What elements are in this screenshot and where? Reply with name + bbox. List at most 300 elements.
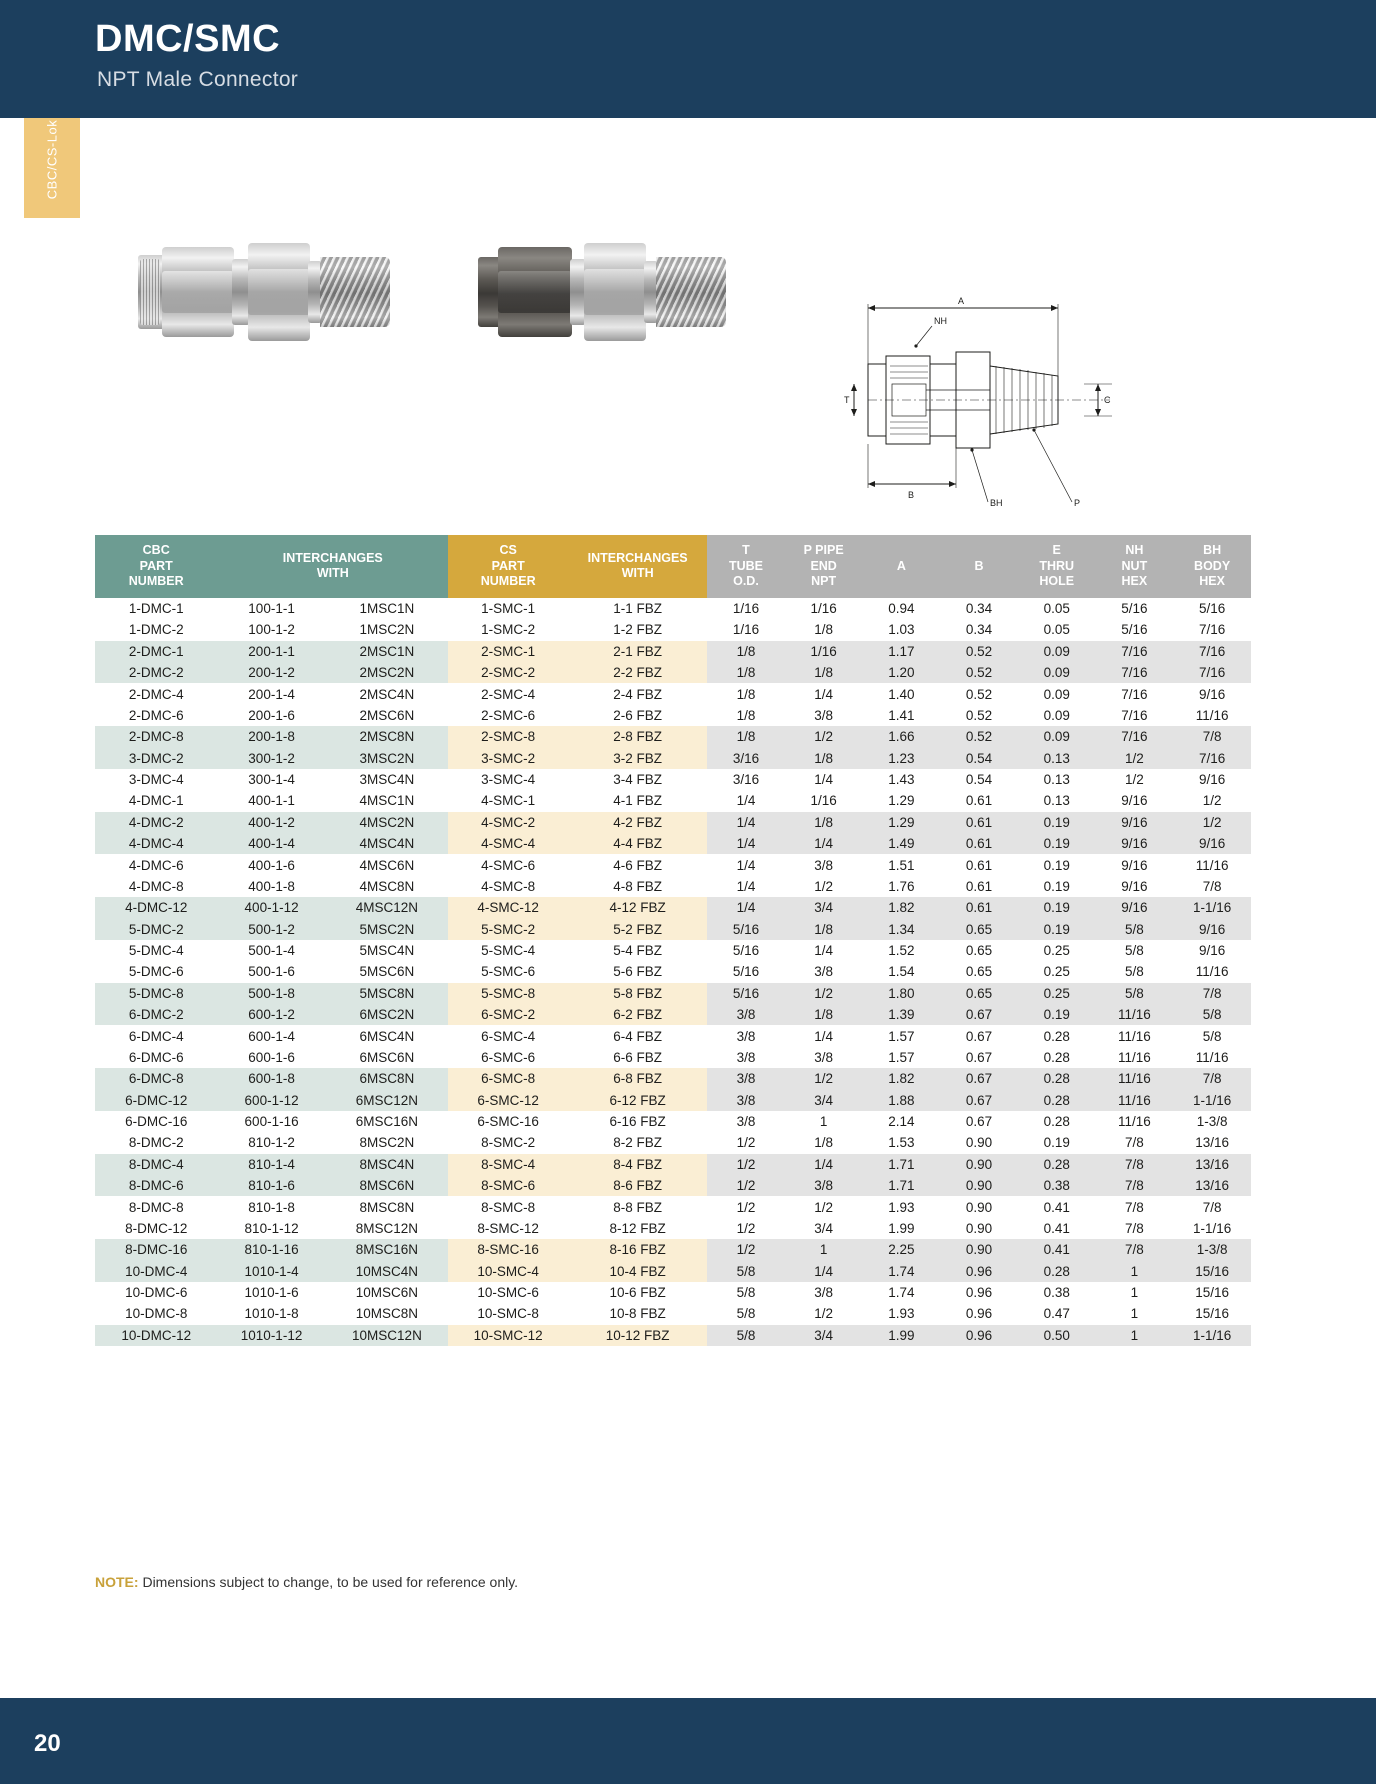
cell-nut-hex: 9/16	[1096, 812, 1174, 833]
cell-cbc-part-number: 2-DMC-2	[95, 662, 217, 683]
cell-cbc-part-number: 4-DMC-6	[95, 854, 217, 875]
cell-pipe-end-npt: 1/2	[814, 1306, 834, 1322]
cell-interchange-2: 10MSC6N	[326, 1282, 448, 1303]
cell-dim-a: 1.71	[862, 1154, 940, 1175]
cell-interchange-2: 4MSC8N	[326, 876, 448, 897]
cell-nut-hex: 1	[1096, 1261, 1174, 1282]
cell-cbc-part-number: 2-DMC-8	[95, 726, 217, 747]
cell-interchange-3: 5-6 FBZ	[568, 961, 707, 982]
cell-pipe-end-npt: 1/4	[785, 1261, 863, 1282]
cell-pipe-end-npt: 1/8	[814, 622, 834, 638]
cell-pipe-end-npt: 3/4	[785, 1090, 863, 1111]
cell-pipe-end-npt: 1/4	[814, 1028, 834, 1044]
cell-cs-part-number: 8-SMC-2	[448, 1132, 568, 1153]
cell-dim-a: 1.82	[862, 1068, 940, 1089]
cell-dim-b: 0.65	[940, 919, 1018, 940]
table-row	[95, 1282, 1251, 1303]
cell-thru-hole: 0.38	[1018, 1175, 1096, 1196]
cell-interchange-2: 2MSC2N	[326, 662, 448, 683]
cell-nut-hex: 7/8	[1125, 1220, 1144, 1236]
cell-dim-b: 0.90	[940, 1154, 1018, 1175]
cell-cs-part-number: 10-SMC-8	[448, 1303, 568, 1324]
cell-cbc-part-number: 5-DMC-4	[95, 940, 217, 961]
cell-dim-a: 1.82	[862, 897, 940, 918]
cell-cs-part-number: 2-SMC-1	[448, 641, 568, 662]
cell-body-hex: 13/16	[1173, 1154, 1251, 1175]
cell-dim-b: 0.61	[965, 878, 993, 894]
cell-nut-hex: 7/8	[1096, 1239, 1174, 1260]
cell-cs-part-number: 6-SMC-6	[448, 1047, 568, 1068]
cell-body-hex: 1-3/8	[1196, 1114, 1228, 1130]
header-interchanges-with-cbc: INTERCHANGES WITH	[217, 535, 448, 598]
cell-body-hex: 15/16	[1195, 1285, 1230, 1301]
cell-pipe-end-npt: 1/2	[814, 878, 834, 894]
cell-interchange-2: 8MSC16N	[326, 1239, 448, 1260]
cell-cs-part-number: 8-SMC-6	[448, 1175, 568, 1196]
cell-cs-part-number: 8-SMC-4	[448, 1154, 568, 1175]
svg-text:A: A	[958, 296, 965, 306]
cell-dim-a: 1.80	[862, 983, 940, 1004]
section-tab-label: CBC/CS-Lok	[44, 119, 60, 200]
cell-interchange-1: 810-1-8	[217, 1196, 325, 1217]
cell-thru-hole: 0.25	[1043, 964, 1070, 980]
cell-dim-a: 1.49	[862, 833, 940, 854]
header-pipe-end-npt: P PIPE END NPT	[785, 535, 863, 598]
cell-tube-od: 1/4	[736, 878, 756, 894]
cell-cs-part-number: 1-SMC-2	[448, 619, 568, 640]
cell-interchange-2: 5MSC2N	[326, 919, 448, 940]
header-cs-part-number: CS PART NUMBER	[448, 535, 568, 598]
cell-tube-od: 5/16	[732, 943, 760, 959]
cell-thru-hole: 0.05	[1043, 601, 1070, 617]
cell-thru-hole: 0.09	[1043, 707, 1070, 723]
cell-tube-od: 1/2	[707, 1175, 785, 1196]
cell-interchange-3: 1-1 FBZ	[568, 598, 707, 619]
cell-dim-a: 1.53	[888, 1135, 915, 1151]
technical-drawing	[820, 280, 1140, 545]
cell-interchange-1: 100-1-1	[217, 598, 325, 619]
cell-pipe-end-npt: 3/8	[814, 707, 834, 723]
cell-body-hex: 9/16	[1198, 943, 1226, 959]
cell-tube-od: 3/16	[707, 748, 785, 769]
table-row	[95, 1068, 1251, 1089]
cell-nut-hex: 5/8	[1125, 943, 1144, 959]
cell-interchange-3: 4-2 FBZ	[568, 812, 707, 833]
cell-body-hex: 13/16	[1173, 1175, 1251, 1196]
cell-cbc-part-number: 8-DMC-6	[95, 1175, 217, 1196]
cell-tube-od: 1/8	[736, 707, 756, 723]
table-row	[95, 1303, 1251, 1324]
cell-thru-hole: 0.25	[1043, 943, 1070, 959]
cell-interchange-1: 600-1-12	[217, 1090, 325, 1111]
cell-cs-part-number: 4-SMC-4	[448, 833, 568, 854]
cell-dim-b: 0.67	[940, 1068, 1018, 1089]
cell-dim-b: 0.96	[940, 1325, 1018, 1346]
cell-dim-b: 0.61	[940, 812, 1018, 833]
cell-interchange-3: 2-6 FBZ	[568, 705, 707, 726]
cell-interchange-3: 8-4 FBZ	[568, 1154, 707, 1175]
cell-body-hex: 7/8	[1202, 1199, 1222, 1215]
table-row	[95, 1218, 1251, 1239]
header-thru-hole: E THRU HOLE	[1018, 535, 1096, 598]
cell-interchange-2: 1MSC2N	[326, 619, 448, 640]
cell-dim-b: 0.52	[940, 662, 1018, 683]
cell-nut-hex: 7/16	[1096, 726, 1174, 747]
cell-cs-part-number: 5-SMC-4	[448, 940, 568, 961]
cell-nut-hex: 11/16	[1096, 1090, 1174, 1111]
cell-thru-hole: 0.38	[1043, 1285, 1070, 1301]
cell-interchange-1: 200-1-2	[217, 662, 325, 683]
cell-cbc-part-number: 8-DMC-8	[95, 1196, 217, 1217]
table-row	[95, 812, 1251, 833]
cell-thru-hole: 0.19	[1018, 812, 1096, 833]
cell-body-hex: 9/16	[1173, 919, 1251, 940]
cell-tube-od: 3/16	[732, 772, 760, 788]
cell-pipe-end-npt: 1/4	[814, 943, 834, 959]
cell-interchange-1: 200-1-1	[217, 641, 325, 662]
cell-cbc-part-number: 4-DMC-1	[95, 790, 217, 811]
cell-dim-a: 1.74	[862, 1261, 940, 1282]
cell-dim-b: 0.67	[940, 1090, 1018, 1111]
cell-tube-od: 1/8	[707, 641, 785, 662]
table-row	[95, 854, 1251, 875]
cell-body-hex: 1-3/8	[1173, 1239, 1251, 1260]
cell-interchange-1: 400-1-6	[217, 854, 325, 875]
footnote	[95, 1574, 518, 1590]
cell-cs-part-number: 6-SMC-16	[448, 1111, 568, 1132]
cell-interchange-2: 10MSC8N	[326, 1303, 448, 1324]
cell-interchange-1: 300-1-2	[217, 748, 325, 769]
cell-interchange-2: 4MSC12N	[326, 897, 448, 918]
cell-nut-hex: 7/16	[1121, 686, 1148, 702]
cell-tube-od: 1/8	[707, 726, 785, 747]
cell-dim-b: 0.54	[965, 772, 993, 788]
cell-pipe-end-npt: 3/8	[814, 857, 834, 873]
cell-interchange-2: 5MSC6N	[326, 961, 448, 982]
table-row	[95, 1175, 1251, 1196]
cell-nut-hex: 9/16	[1096, 833, 1174, 854]
cell-body-hex: 1-1/16	[1173, 1090, 1251, 1111]
cell-interchange-3: 6-6 FBZ	[568, 1047, 707, 1068]
cell-nut-hex: 1	[1096, 1325, 1174, 1346]
cell-dim-a: 0.94	[888, 601, 915, 617]
cell-pipe-end-npt: 3/8	[814, 964, 834, 980]
cell-interchange-3: 8-8 FBZ	[568, 1196, 707, 1217]
cell-dim-b: 0.34	[965, 622, 993, 638]
header-dim-b: B	[940, 535, 1018, 598]
cell-nut-hex: 9/16	[1096, 897, 1174, 918]
table-header-row	[95, 535, 1251, 598]
cell-cs-part-number: 10-SMC-6	[448, 1282, 568, 1303]
cell-interchange-3: 8-2 FBZ	[568, 1132, 707, 1153]
cell-body-hex: 7/16	[1173, 662, 1251, 683]
cell-interchange-2: 5MSC4N	[326, 940, 448, 961]
cell-interchange-1: 600-1-2	[217, 1004, 325, 1025]
cell-cbc-part-number: 6-DMC-16	[95, 1111, 217, 1132]
cell-pipe-end-npt: 1/4	[814, 772, 834, 788]
svg-text:BH: BH	[990, 498, 1003, 508]
cell-interchange-2: 6MSC6N	[326, 1047, 448, 1068]
cell-interchange-1: 810-1-2	[217, 1132, 325, 1153]
cell-dim-b: 0.61	[965, 793, 993, 809]
cell-thru-hole: 0.28	[1043, 1114, 1070, 1130]
cell-pipe-end-npt: 1/2	[785, 726, 863, 747]
cell-cs-part-number: 10-SMC-12	[448, 1325, 568, 1346]
cell-thru-hole: 0.09	[1018, 662, 1096, 683]
page-number: 20	[34, 1730, 61, 1757]
cell-nut-hex: 7/8	[1125, 1135, 1144, 1151]
cell-thru-hole: 0.28	[1018, 1154, 1096, 1175]
cell-pipe-end-npt: 1/16	[785, 641, 863, 662]
cell-pipe-end-npt: 1/8	[814, 1135, 834, 1151]
cell-interchange-1: 200-1-8	[217, 726, 325, 747]
cell-interchange-1: 400-1-4	[217, 833, 325, 854]
cell-body-hex: 7/8	[1173, 1068, 1251, 1089]
cell-dim-b: 0.61	[940, 833, 1018, 854]
cell-nut-hex: 1/2	[1096, 748, 1174, 769]
cell-interchange-2: 5MSC8N	[326, 983, 448, 1004]
cell-cbc-part-number: 10-DMC-6	[95, 1282, 217, 1303]
cell-cs-part-number: 4-SMC-8	[448, 876, 568, 897]
cell-dim-a: 1.29	[888, 793, 915, 809]
cell-thru-hole: 0.50	[1018, 1325, 1096, 1346]
cell-cbc-part-number: 6-DMC-4	[95, 1025, 217, 1046]
cell-interchange-1: 1010-1-6	[217, 1282, 325, 1303]
cell-cs-part-number: 4-SMC-1	[448, 790, 568, 811]
cell-interchange-3: 5-4 FBZ	[568, 940, 707, 961]
cell-nut-hex: 5/8	[1096, 919, 1174, 940]
cell-pipe-end-npt: 1/8	[785, 1004, 863, 1025]
cell-cbc-part-number: 2-DMC-1	[95, 641, 217, 662]
cell-thru-hole: 0.28	[1018, 1068, 1096, 1089]
table-row	[95, 748, 1251, 769]
cell-interchange-1: 810-1-12	[217, 1218, 325, 1239]
cell-cs-part-number: 8-SMC-16	[448, 1239, 568, 1260]
cell-thru-hole: 0.05	[1043, 622, 1070, 638]
cell-interchange-3: 2-4 FBZ	[568, 683, 707, 704]
cell-body-hex: 15/16	[1173, 1261, 1251, 1282]
cell-body-hex: 11/16	[1195, 857, 1229, 873]
cell-tube-od: 5/8	[707, 1325, 785, 1346]
cell-tube-od: 1/8	[707, 662, 785, 683]
cell-dim-b: 0.90	[940, 1239, 1018, 1260]
cell-tube-od: 5/8	[736, 1285, 756, 1301]
cell-pipe-end-npt: 3/4	[785, 1325, 863, 1346]
cell-tube-od: 1/2	[707, 1154, 785, 1175]
cell-nut-hex: 11/16	[1118, 1114, 1151, 1130]
cell-pipe-end-npt: 1/2	[785, 1068, 863, 1089]
cell-tube-od: 3/8	[736, 1028, 756, 1044]
table-row	[95, 790, 1251, 811]
cell-thru-hole: 0.28	[1018, 1261, 1096, 1282]
cell-pipe-end-npt: 1	[819, 1114, 828, 1130]
cell-cbc-part-number: 1-DMC-1	[95, 598, 217, 619]
cell-tube-od: 1/2	[736, 1135, 756, 1151]
cell-cbc-part-number: 8-DMC-2	[95, 1132, 217, 1153]
cell-nut-hex: 1/2	[1125, 772, 1144, 788]
cell-nut-hex: 7/8	[1096, 1175, 1174, 1196]
cell-thru-hole: 0.19	[1043, 1135, 1070, 1151]
cell-cs-part-number: 2-SMC-8	[448, 726, 568, 747]
cell-tube-od: 1/16	[732, 601, 760, 617]
cell-interchange-3: 2-8 FBZ	[568, 726, 707, 747]
cell-nut-hex: 11/16	[1118, 1028, 1151, 1044]
table-row	[95, 876, 1251, 897]
cell-nut-hex: 9/16	[1121, 857, 1148, 873]
cell-body-hex: 1/2	[1202, 793, 1222, 809]
cell-tube-od: 1/2	[707, 1239, 785, 1260]
cell-interchange-1: 400-1-2	[217, 812, 325, 833]
cell-dim-a: 1.17	[862, 641, 940, 662]
cell-dim-b: 0.65	[965, 964, 993, 980]
cell-cs-part-number: 1-SMC-1	[448, 598, 568, 619]
cell-dim-b: 0.54	[940, 748, 1018, 769]
cell-dim-a: 1.41	[888, 707, 915, 723]
cell-interchange-2: 8MSC4N	[326, 1154, 448, 1175]
cell-dim-b: 0.90	[965, 1135, 993, 1151]
cell-interchange-2: 10MSC12N	[326, 1325, 448, 1346]
cell-interchange-3: 4-6 FBZ	[568, 854, 707, 875]
cell-interchange-3: 10-8 FBZ	[568, 1303, 707, 1324]
svg-text:NH: NH	[934, 316, 947, 326]
table-row	[95, 897, 1251, 918]
cell-thru-hole: 0.19	[1018, 1004, 1096, 1025]
cell-interchange-1: 400-1-1	[217, 790, 325, 811]
cell-interchange-2: 10MSC4N	[326, 1261, 448, 1282]
cell-thru-hole: 0.41	[1043, 1199, 1070, 1215]
cell-nut-hex: 7/16	[1096, 641, 1174, 662]
cell-tube-od: 1/4	[707, 833, 785, 854]
cell-dim-a: 1.54	[888, 964, 915, 980]
svg-text:T: T	[844, 395, 850, 405]
cell-interchange-3: 10-4 FBZ	[568, 1261, 707, 1282]
cell-body-hex: 1-1/16	[1192, 1220, 1232, 1236]
cell-nut-hex: 7/16	[1096, 662, 1174, 683]
cell-interchange-3: 10-12 FBZ	[568, 1325, 707, 1346]
table-row	[95, 940, 1251, 961]
cell-dim-a: 1.23	[862, 748, 940, 769]
cell-dim-b: 0.90	[965, 1199, 993, 1215]
cell-cs-part-number: 4-SMC-2	[448, 812, 568, 833]
cell-cs-part-number: 6-SMC-8	[448, 1068, 568, 1089]
cell-dim-a: 1.43	[888, 772, 915, 788]
cell-dim-b: 0.34	[965, 601, 993, 617]
cell-nut-hex: 5/16	[1121, 601, 1148, 617]
header-interchanges-with-cs: INTERCHANGES WITH	[568, 535, 707, 598]
cell-thru-hole: 0.13	[1043, 772, 1070, 788]
cell-dim-b: 0.67	[965, 1028, 993, 1044]
table-row	[95, 769, 1251, 790]
cell-interchange-1: 810-1-4	[217, 1154, 325, 1175]
cell-interchange-3: 5-8 FBZ	[568, 983, 707, 1004]
cell-cs-part-number: 2-SMC-6	[448, 705, 568, 726]
cell-interchange-3: 8-6 FBZ	[568, 1175, 707, 1196]
cell-cbc-part-number: 8-DMC-16	[95, 1239, 217, 1260]
page-subtitle: NPT Male Connector	[97, 68, 299, 91]
cell-tube-od: 1/2	[736, 1220, 756, 1236]
cell-body-hex: 7/8	[1173, 983, 1251, 1004]
cell-dim-a: 2.25	[862, 1239, 940, 1260]
cell-thru-hole: 0.41	[1018, 1239, 1096, 1260]
cell-cbc-part-number: 6-DMC-8	[95, 1068, 217, 1089]
cell-cbc-part-number: 6-DMC-6	[95, 1047, 217, 1068]
cell-tube-od: 5/16	[707, 919, 785, 940]
cell-dim-a: 1.99	[862, 1325, 940, 1346]
cell-body-hex: 7/8	[1173, 726, 1251, 747]
cell-body-hex: 9/16	[1173, 833, 1251, 854]
cell-pipe-end-npt: 1/4	[785, 833, 863, 854]
cell-dim-a: 1.88	[862, 1090, 940, 1111]
cell-interchange-3: 4-4 FBZ	[568, 833, 707, 854]
cell-dim-b: 0.67	[965, 1114, 993, 1130]
cell-interchange-3: 10-6 FBZ	[568, 1282, 707, 1303]
cell-cbc-part-number: 4-DMC-4	[95, 833, 217, 854]
cell-thru-hole: 0.19	[1018, 833, 1096, 854]
cell-nut-hex: 5/8	[1096, 983, 1174, 1004]
cell-pipe-end-npt: 1/4	[814, 686, 834, 702]
header-cbc-part-number: CBC PART NUMBER	[95, 535, 217, 598]
cell-tube-od: 3/8	[707, 1068, 785, 1089]
cell-dim-b: 0.52	[965, 707, 993, 723]
cell-cbc-part-number: 10-DMC-8	[95, 1303, 217, 1324]
cell-interchange-3: 4-1 FBZ	[568, 790, 707, 811]
header-tube-od: T TUBE O.D.	[707, 535, 785, 598]
cell-dim-b: 0.65	[940, 983, 1018, 1004]
cell-interchange-3: 8-12 FBZ	[568, 1218, 707, 1239]
cell-interchange-2: 8MSC6N	[326, 1175, 448, 1196]
table-row	[95, 1154, 1251, 1175]
cell-thru-hole: 0.19	[1018, 897, 1096, 918]
cell-interchange-2: 6MSC2N	[326, 1004, 448, 1025]
cell-cbc-part-number: 2-DMC-6	[95, 705, 217, 726]
cell-body-hex: 1/2	[1173, 812, 1251, 833]
cell-dim-a: 1.03	[888, 622, 915, 638]
cell-interchange-3: 6-16 FBZ	[568, 1111, 707, 1132]
cell-cbc-part-number: 4-DMC-12	[95, 897, 217, 918]
cell-thru-hole: 0.19	[1018, 919, 1096, 940]
table-row	[95, 1325, 1251, 1346]
cell-thru-hole: 0.09	[1043, 686, 1070, 702]
page-title: DMC/SMC	[95, 18, 281, 60]
cell-cbc-part-number: 8-DMC-12	[95, 1218, 217, 1239]
spec-table-body	[95, 598, 1251, 1346]
cell-tube-od: 5/16	[732, 964, 760, 980]
cell-dim-a: 1.57	[888, 1049, 915, 1065]
header-dim-a: A	[862, 535, 940, 598]
table-row	[95, 961, 1251, 982]
cell-tube-od: 1/16	[732, 622, 760, 638]
cell-dim-b: 0.96	[965, 1306, 993, 1322]
cell-thru-hole: 0.41	[1043, 1220, 1070, 1236]
cell-interchange-2: 3MSC2N	[326, 748, 448, 769]
cell-interchange-3: 3-4 FBZ	[568, 769, 707, 790]
cell-body-hex: 7/16	[1173, 748, 1251, 769]
cell-pipe-end-npt: 1/8	[785, 662, 863, 683]
cell-body-hex: 5/16	[1198, 601, 1226, 617]
cell-cs-part-number: 8-SMC-8	[448, 1196, 568, 1217]
cell-nut-hex: 11/16	[1118, 1049, 1151, 1065]
cell-dim-b: 0.52	[940, 726, 1018, 747]
cell-interchange-2: 2MSC4N	[326, 683, 448, 704]
cell-dim-a: 1.99	[888, 1220, 915, 1236]
cell-tube-od: 5/16	[707, 983, 785, 1004]
cell-tube-od: 1/2	[736, 1199, 756, 1215]
cell-cs-part-number: 3-SMC-4	[448, 769, 568, 790]
cell-interchange-2: 8MSC12N	[326, 1218, 448, 1239]
cell-cbc-part-number: 5-DMC-6	[95, 961, 217, 982]
cell-dim-a: 1.93	[888, 1199, 915, 1215]
cell-interchange-3: 6-2 FBZ	[568, 1004, 707, 1025]
